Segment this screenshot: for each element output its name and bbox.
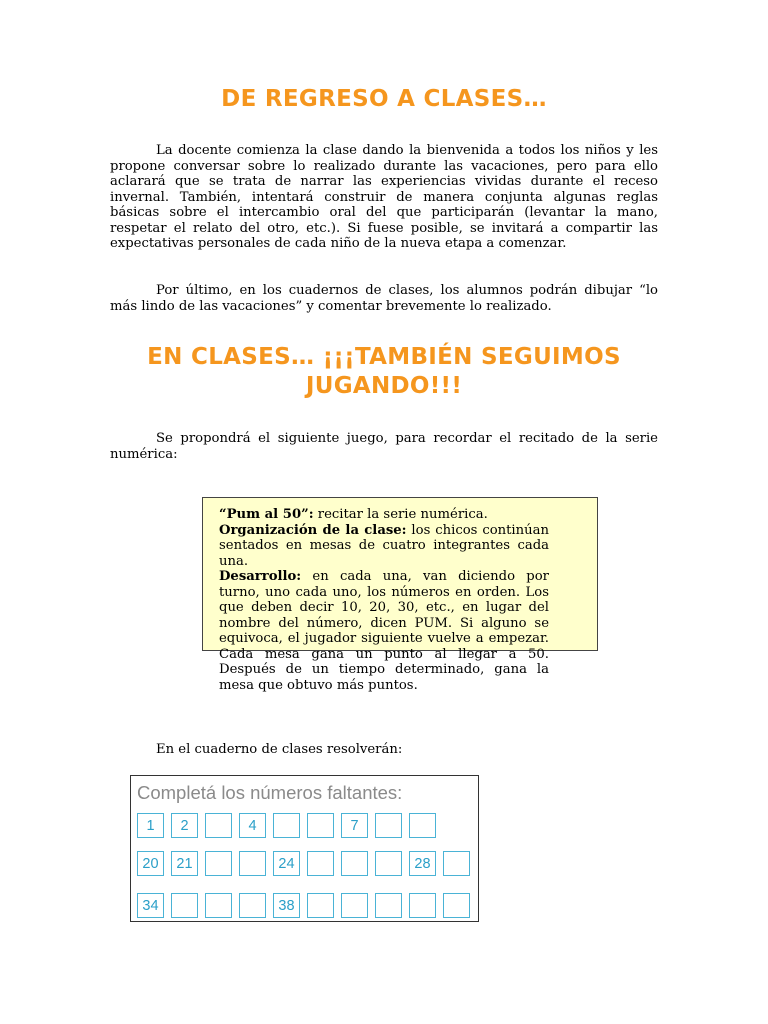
section-title-jugando [0,343,768,401]
number-exercise-box [130,775,479,922]
organization-text: los chicos continúan sentados en mesas de cuatro integrantes cada una. [219,522,549,569]
blank-number-cell[interactable] [205,851,232,876]
development-text: en cada una, van diciendo por turno, uno cada uno, los números en orden. Los que deben decir 10, 20, 30, etc., en lugar del nombre del número, dicen PUM. Si alguno se equivoca, el jugador siguiente vuelve a empezar. Cada mesa gana un punto al llegar a 50. Después de un tiempo determinado, gana la mesa que obtuvo más puntos. [219,569,549,693]
exercise-title: Completá los números faltantes: [137,782,403,803]
blank-number-cell[interactable] [307,813,334,838]
organization-label: Organización de la clase: [219,522,407,538]
development-line [219,569,549,693]
number-cell: 20 [137,851,164,876]
number-cell: 28 [409,851,436,876]
game-name-label: “Pum al 50”: [219,507,314,522]
blank-number-cell[interactable] [443,851,470,876]
blank-number-cell[interactable] [341,851,368,876]
blank-number-cell[interactable] [375,893,402,918]
blank-number-cell[interactable] [409,813,436,838]
blank-number-cell[interactable] [341,893,368,918]
blank-number-cell[interactable] [239,851,266,876]
development-label: Desarrollo: [219,569,302,584]
game-callout-text [219,507,549,693]
number-cell: 24 [273,851,300,876]
number-row-3 [137,893,477,918]
number-cell: 1 [137,813,164,838]
blank-number-cell[interactable] [375,851,402,876]
number-row-1 [137,813,443,838]
paragraph-game-intro: Se propondrá el siguiente juego, para recordar el recitado de la serie numérica: [110,431,658,462]
section-title-line2: JUGANDO!!! [305,373,463,399]
number-row-2 [137,851,477,876]
number-cell: 7 [341,813,368,838]
blank-number-cell[interactable] [205,893,232,918]
number-cell: 34 [137,893,164,918]
number-cell: 4 [239,813,266,838]
blank-number-cell[interactable] [307,893,334,918]
paragraph-intro: La docente comienza la clase dando la bienvenida a todos los niños y les propone conversar sobre lo realizado durante las vacaciones, pero para ello aclarará que se trata de narrar las experiencias vividas durante el receso invernal. También, intentará construir de manera conjunta algunas reglas básicas sobre el intercambio oral del que participarán (levantar la mano, respetar el relato del otro, etc.). Si fuese posible, se invitará a compartir las expectativas personales de cada niño de la nueva etapa a comenzar. [110,143,658,251]
organization-line [219,523,549,570]
blank-number-cell[interactable] [307,851,334,876]
number-cell: 2 [171,813,198,838]
paragraph-notebook: En el cuaderno de clases resolverán: [156,742,403,757]
blank-number-cell[interactable] [409,893,436,918]
blank-number-cell[interactable] [443,893,470,918]
section-title-regreso: DE REGRESO A CLASES… [221,86,547,112]
blank-number-cell[interactable] [273,813,300,838]
paragraph-closing: Por último, en los cuadernos de clases, los alumnos podrán dibujar “lo más lindo de las vacaciones” y comentar brevemente lo realizado. [110,283,658,314]
blank-number-cell[interactable] [205,813,232,838]
number-cell: 38 [273,893,300,918]
blank-number-cell[interactable] [171,893,198,918]
game-name-line [219,507,549,523]
section-title-line1: EN CLASES… ¡¡¡TAMBIÉN SEGUIMOS [147,344,621,370]
blank-number-cell[interactable] [239,893,266,918]
game-name-text: recitar la serie numérica. [313,507,488,522]
number-cell: 21 [171,851,198,876]
blank-number-cell[interactable] [375,813,402,838]
